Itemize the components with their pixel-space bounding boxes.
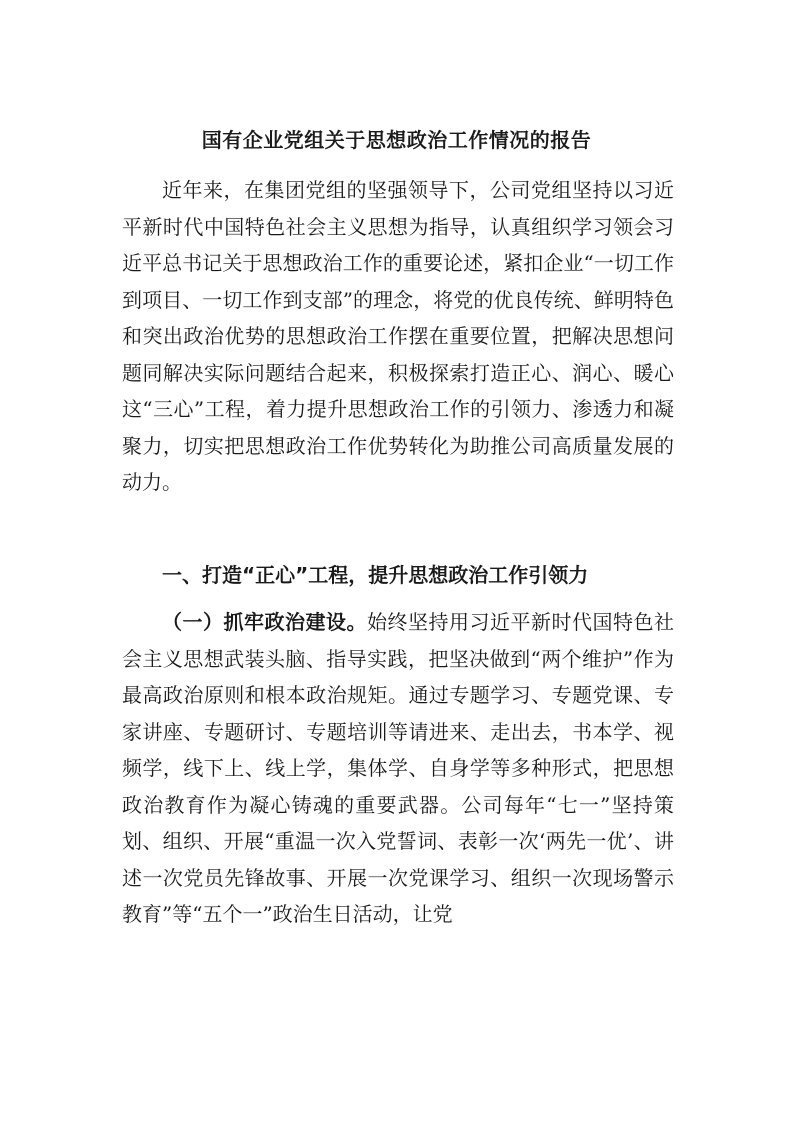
document-title: 国有企业党组关于思想政治工作情况的报告 <box>201 128 592 152</box>
subsection-lead: （一）抓牢政治建设。 <box>162 610 367 634</box>
intro-paragraph: 近年来，在集团党组的坚强领导下，公司党组坚持以习近平新时代中国特色社会主义思想为指导，认真组织学习领会习近平总书记关于思想政治工作的重要论述，紧扣企业“一切工作到项目、一切工作到支部”的理念，将党的优良传统、鲜明特色和突出政治优势的思想政治工作摆在重要位置，把解决思想问题同解决实际问题结合起来，积极探索打造正心、润心、暖心这“三心”工程，着力提升思想政治工作的引领力、渗透力和凝聚力，切实把思想政治工作优势转化为助推公司高质量发展的动力。 <box>122 178 674 494</box>
section-heading: 一、打造“正心”工程，提升思想政治工作引领力 <box>162 563 589 587</box>
subsection-body: 始终坚持用习近平新时代国特色社会主义思想武装头脑、指导实践，把坚决做到“两个维护”作为最高政治原则和根本政治规矩。通过专题学习、专题党课、专家讲座、专题研讨、专题培训等请进来、走出去，书本学、视频学，线下上、线上学，集体学、自身学等多种形式，把思想政治教育作为凝心铸魂的重要武器。公司每年“七一”坚持策划、组织、开展“重温一次入党誓词、表彰一次‘两先一优’、讲述一次党员先锋故事、开展一次党课学习、组织一次现场警示教育”等“五个一”政治生日活动，让党 <box>122 610 674 926</box>
subsection-paragraph <box>122 604 674 933</box>
